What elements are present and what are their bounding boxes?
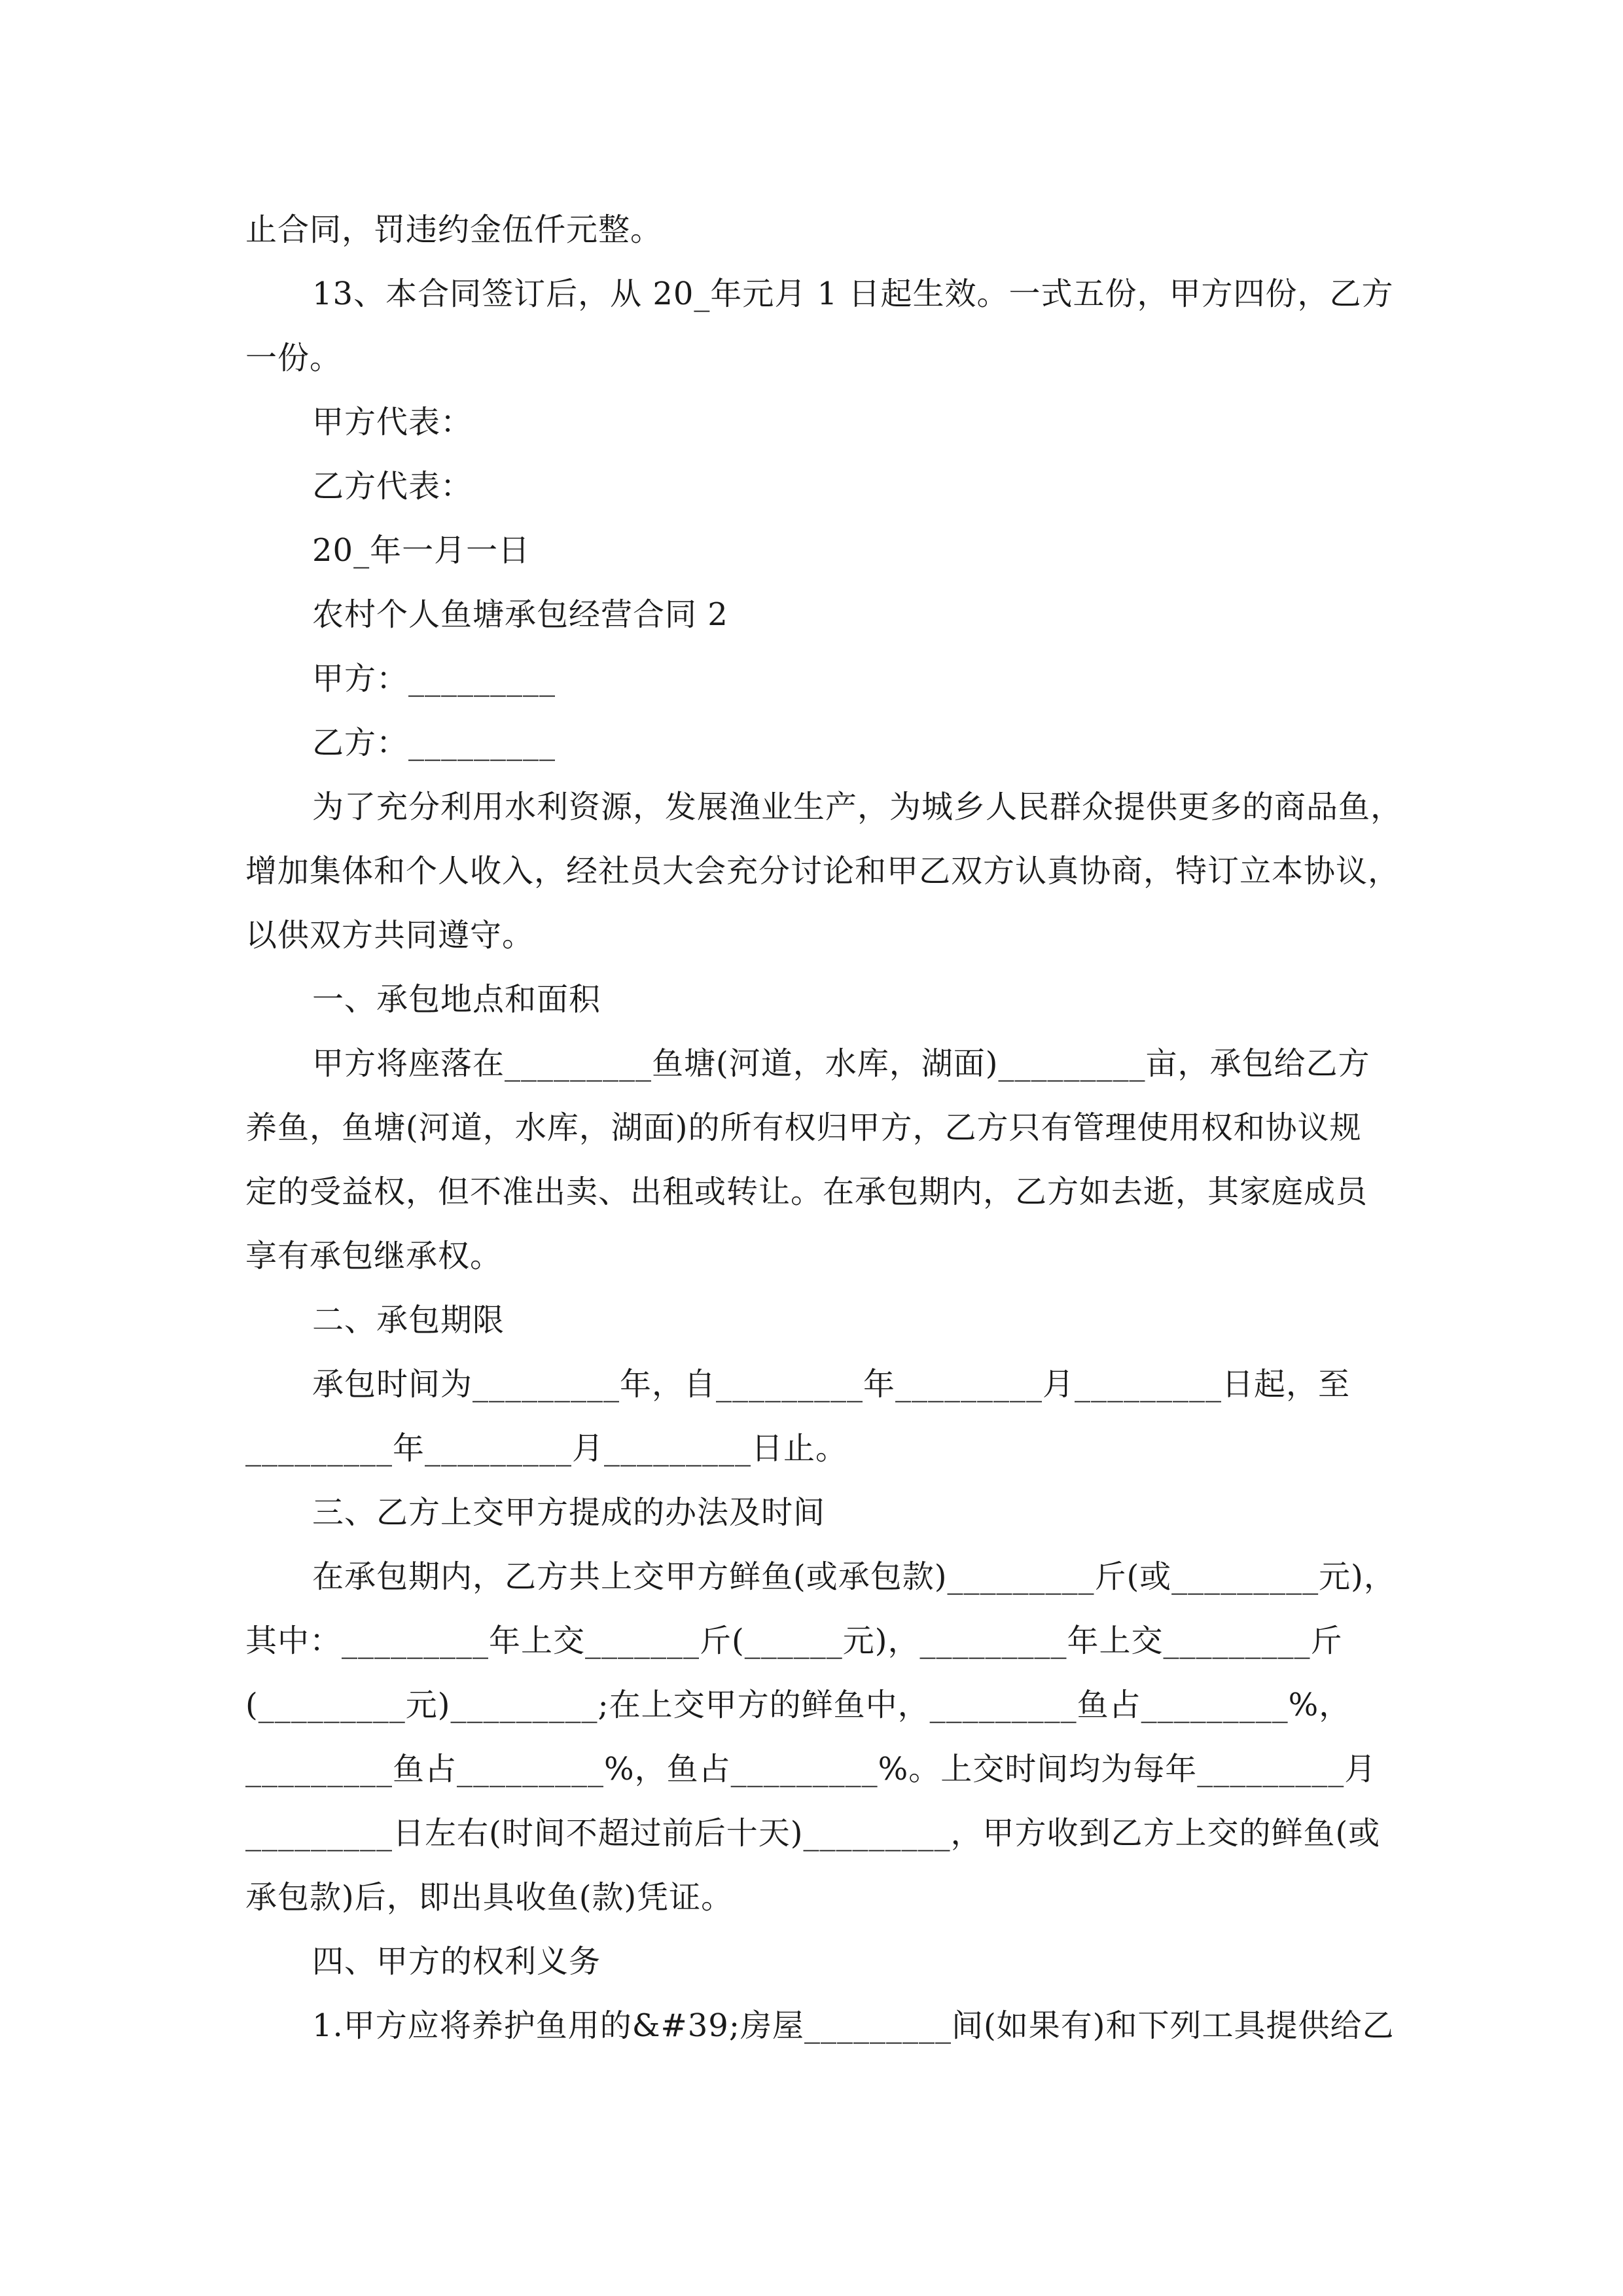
party-b-representative: 乙方代表： — [312, 468, 473, 505]
section-1-text: 享有承包继承权。 — [245, 1238, 503, 1274]
text-line: 止合同，罚违约金伍仟元整。 — [245, 211, 663, 248]
signing-date: 20_年一月一日 — [312, 532, 531, 569]
section-1-text: 甲方将座落在_________鱼塘(河道，水库，湖面)_________亩，承包给乙方 — [312, 1045, 1370, 1082]
contract-title: 农村个人鱼塘承包经营合同 2 — [312, 596, 728, 633]
section-3-text: 在承包期内，乙方共上交甲方鲜鱼(或承包款)_________斤(或_________元)， — [312, 1558, 1396, 1595]
party-b-field: 乙方：_________ — [312, 725, 556, 761]
section-heading-2: 二、承包期限 — [312, 1302, 505, 1338]
section-3-text: _________鱼占_________%，鱼占_________%。上交时间均为每年_________月 — [245, 1751, 1377, 1787]
section-3-text: (_________元)_________;在上交甲方的鲜鱼中，_________鱼占_________%， — [245, 1687, 1351, 1723]
preamble-line: 为了充分利用水利资源，发展渔业生产，为城乡人民群众提供更多的商品鱼， — [312, 789, 1403, 825]
section-2-text: _________年_________月_________日止。 — [245, 1430, 848, 1467]
section-1-text: 养鱼，鱼塘(河道，水库，湖面)的所有权归甲方，乙方只有管理使用权和协议规 — [245, 1109, 1362, 1146]
section-3-text: 其中：_________年上交_______斤(______元)，_________年上交_________斤 — [245, 1623, 1343, 1659]
preamble-line: 以供双方共同遵守。 — [245, 917, 535, 954]
clause-13: 13、本合同签订后，从 20_年元月 1 日起生效。一式五份，甲方四份，乙方 — [312, 276, 1394, 312]
section-heading-1: 一、承包地点和面积 — [312, 981, 601, 1018]
document-body — [245, 198, 1417, 2058]
section-3-text: _________日左右(时间不超过前后十天)_________，甲方收到乙方上交的鲜鱼(或 — [245, 1815, 1381, 1852]
section-2-text: 承包时间为_________年，自_________年_________月_________日起，至 — [312, 1366, 1351, 1403]
text-line: 一份。 — [245, 340, 342, 376]
section-3-text: 承包款)后，即出具收鱼(款)凭证。 — [245, 1879, 734, 1916]
section-heading-4: 四、甲方的权利义务 — [312, 1943, 601, 1980]
section-heading-3: 三、乙方上交甲方提成的办法及时间 — [312, 1494, 826, 1531]
section-4-text: 1.甲方应将养护鱼用的&#39;房屋_________间(如果有)和下列工具提供给乙 — [312, 2007, 1395, 2044]
preamble-line: 增加集体和个人收入，经社员大会充分讨论和甲乙双方认真协商，特订立本协议， — [245, 853, 1400, 889]
party-a-field: 甲方：_________ — [312, 660, 556, 697]
section-1-text: 定的受益权，但不准出卖、出租或转让。在承包期内，乙方如去逝，其家庭成员 — [245, 1174, 1368, 1210]
party-a-representative: 甲方代表： — [312, 404, 473, 440]
